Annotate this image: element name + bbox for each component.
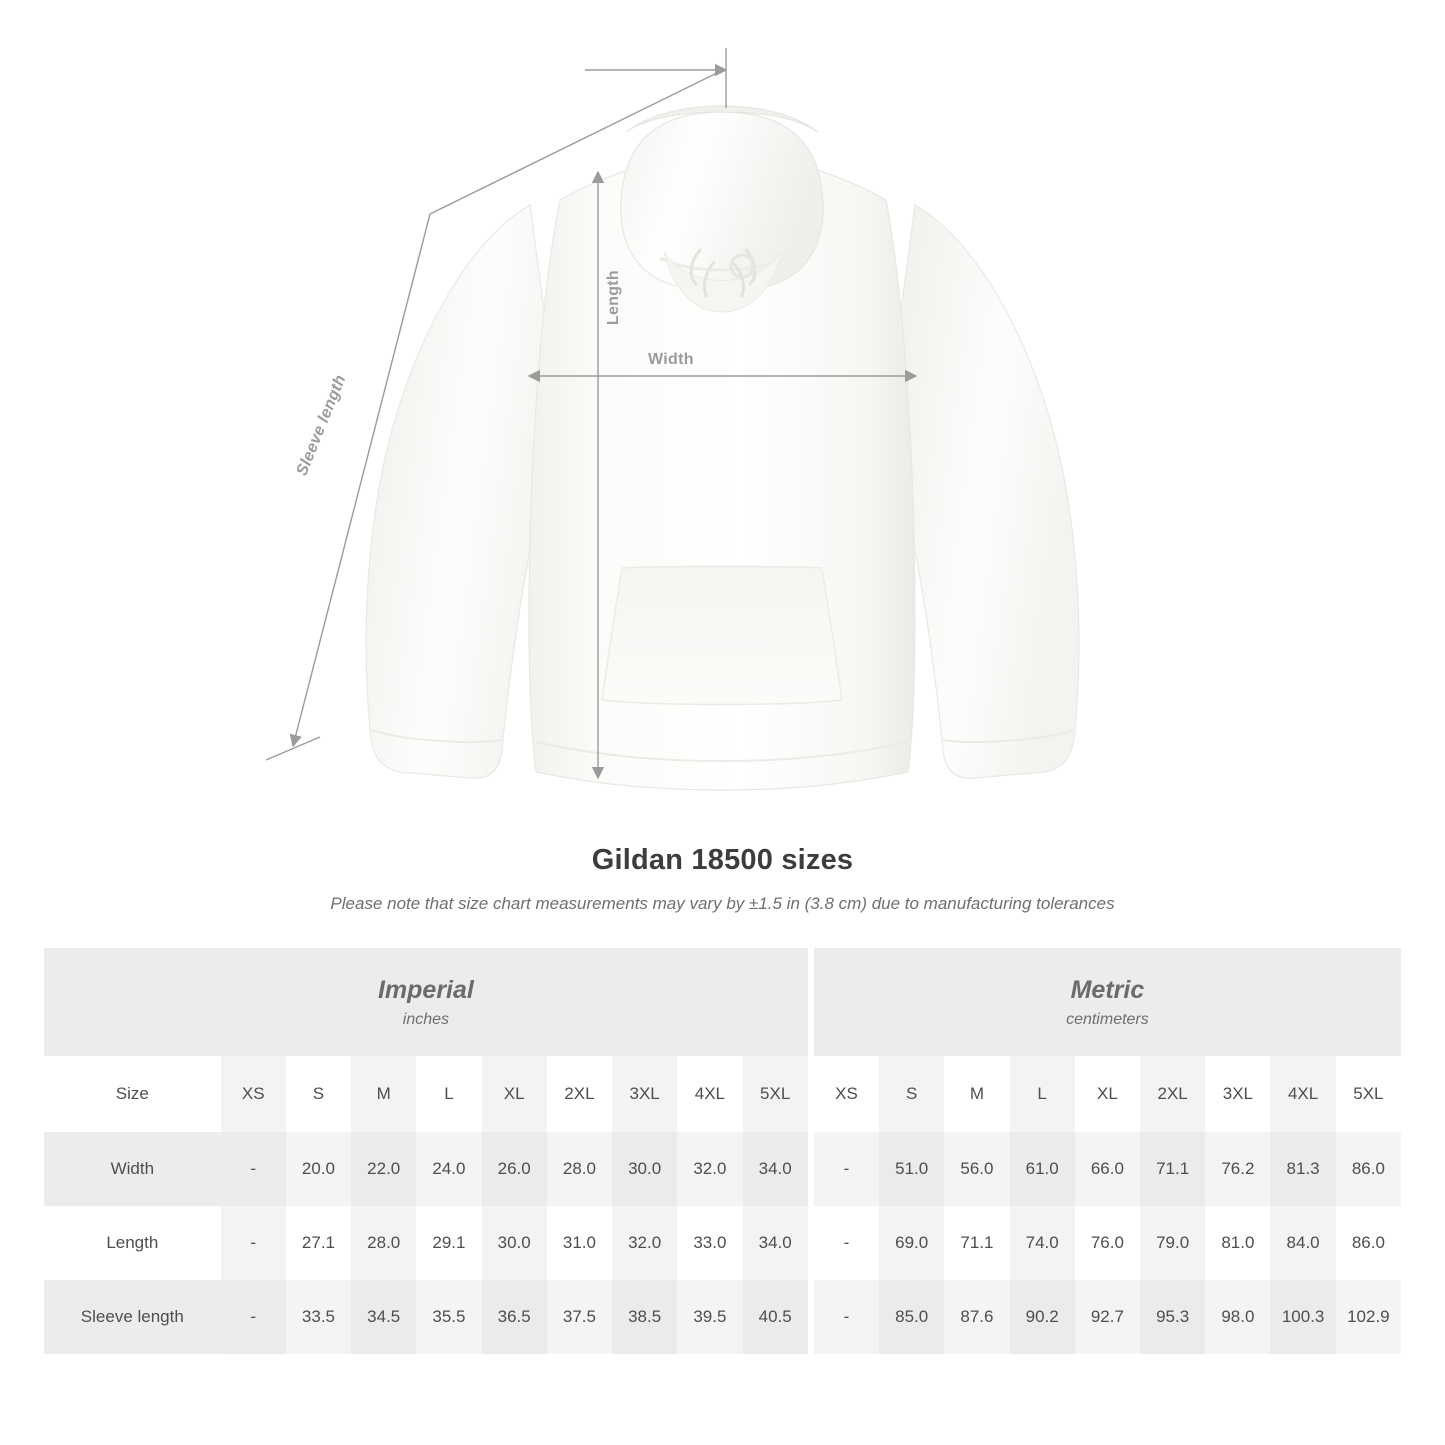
width-met-s: 51.0 — [879, 1132, 944, 1206]
size-table-wrapper — [44, 948, 1401, 1354]
length-met-4xl: 84.0 — [1270, 1206, 1335, 1280]
sleeve-imp-s: 33.5 — [286, 1280, 351, 1354]
size-header-met-xs: XS — [814, 1056, 879, 1132]
width-imp-xs: - — [221, 1132, 286, 1206]
row-label-sleeve-length: Sleeve length — [44, 1280, 221, 1354]
sleeve-met-2xl: 95.3 — [1140, 1280, 1205, 1354]
row-label-length: Length — [44, 1206, 221, 1280]
tolerance-note: Please note that size chart measurements may vary by ±1.5 in (3.8 cm) due to manufacturing tolerances — [330, 894, 1115, 913]
size-header-imp-m: M — [351, 1056, 416, 1132]
size-header-imp-l: L — [416, 1056, 481, 1132]
sleeve-met-s: 85.0 — [879, 1280, 944, 1354]
sleeve-met-5xl: 102.9 — [1336, 1280, 1401, 1354]
metric-unit-cell — [814, 948, 1401, 1056]
length-imp-xs: - — [221, 1206, 286, 1280]
imperial-unit-cell — [44, 948, 808, 1056]
width-imp-xl: 26.0 — [482, 1132, 547, 1206]
width-imp-4xl: 32.0 — [677, 1132, 742, 1206]
length-imp-3xl: 32.0 — [612, 1206, 677, 1280]
hoodie-shape — [366, 106, 1079, 790]
length-imp-4xl: 33.0 — [677, 1206, 742, 1280]
width-met-l: 61.0 — [1010, 1132, 1075, 1206]
size-header-met-2xl: 2XL — [1140, 1056, 1205, 1132]
sleeve-met-l: 90.2 — [1010, 1280, 1075, 1354]
length-imp-l: 29.1 — [416, 1206, 481, 1280]
width-met-2xl: 71.1 — [1140, 1132, 1205, 1206]
imperial-unit-name: Imperial — [377, 976, 474, 1005]
sleeve-imp-5xl: 40.5 — [743, 1280, 808, 1354]
width-met-5xl: 86.0 — [1336, 1132, 1401, 1206]
title-block — [0, 844, 1445, 914]
width-imp-5xl: 34.0 — [743, 1132, 808, 1206]
sleeve-met-3xl: 98.0 — [1205, 1280, 1270, 1354]
size-header-met-3xl: 3XL — [1205, 1056, 1270, 1132]
size-header-imp-3xl: 3XL — [612, 1056, 677, 1132]
imperial-unit-sub: inches — [402, 1010, 450, 1028]
length-met-3xl: 81.0 — [1205, 1206, 1270, 1280]
size-header-imp-2xl: 2XL — [547, 1056, 612, 1132]
sleeve-imp-4xl: 39.5 — [677, 1280, 742, 1354]
length-met-l: 74.0 — [1010, 1206, 1075, 1280]
sleeve-imp-m: 34.5 — [351, 1280, 416, 1354]
sleeve-met-xl: 92.7 — [1075, 1280, 1140, 1354]
sleeve-met-xs: - — [814, 1280, 879, 1354]
width-met-3xl: 76.2 — [1205, 1132, 1270, 1206]
metric-unit-sub: centimeters — [1066, 1010, 1149, 1028]
length-imp-m: 28.0 — [351, 1206, 416, 1280]
size-header-imp-5xl: 5XL — [743, 1056, 808, 1132]
sleeve-imp-xl: 36.5 — [482, 1280, 547, 1354]
length-imp-xl: 30.0 — [482, 1206, 547, 1280]
size-header-imp-4xl: 4XL — [677, 1056, 742, 1132]
length-imp-5xl: 34.0 — [743, 1206, 808, 1280]
sleeve-met-4xl: 100.3 — [1270, 1280, 1335, 1354]
sleeve-imp-xs: - — [221, 1280, 286, 1354]
size-header-met-4xl: 4XL — [1270, 1056, 1335, 1132]
row-label-width: Width — [44, 1132, 221, 1206]
sleeve-imp-3xl: 38.5 — [612, 1280, 677, 1354]
width-imp-3xl: 30.0 — [612, 1132, 677, 1206]
size-header-imp-s: S — [286, 1056, 351, 1132]
sleeve-imp-l: 35.5 — [416, 1280, 481, 1354]
size-header-met-l: L — [1010, 1056, 1075, 1132]
sleeve-imp-2xl: 37.5 — [547, 1280, 612, 1354]
length-imp-2xl: 31.0 — [547, 1206, 612, 1280]
width-label: Width — [648, 351, 694, 368]
size-header-label: Size — [44, 1056, 221, 1132]
length-imp-s: 27.1 — [286, 1206, 351, 1280]
length-met-xl: 76.0 — [1075, 1206, 1140, 1280]
width-met-m: 56.0 — [944, 1132, 1009, 1206]
metric-unit-name: Metric — [1070, 976, 1145, 1005]
sleeve-length-label: Sleeve length — [293, 372, 350, 479]
size-header-met-m: M — [944, 1056, 1009, 1132]
width-imp-l: 24.0 — [416, 1132, 481, 1206]
length-met-xs: - — [814, 1206, 879, 1280]
length-label: Length — [605, 270, 622, 326]
width-met-4xl: 81.3 — [1270, 1132, 1335, 1206]
length-met-2xl: 79.0 — [1140, 1206, 1205, 1280]
page-title: Gildan 18500 sizes — [591, 844, 854, 876]
size-header-imp-xs: XS — [221, 1056, 286, 1132]
table-row — [44, 1280, 1401, 1354]
size-header-met-5xl: 5XL — [1336, 1056, 1401, 1132]
width-imp-m: 22.0 — [351, 1132, 416, 1206]
table-row — [44, 1132, 1401, 1206]
width-met-xs: - — [814, 1132, 879, 1206]
size-table — [44, 948, 1401, 1354]
length-met-5xl: 86.0 — [1336, 1206, 1401, 1280]
size-header-met-s: S — [879, 1056, 944, 1132]
width-met-xl: 66.0 — [1075, 1132, 1140, 1206]
size-header-met-xl: XL — [1075, 1056, 1140, 1132]
width-imp-s: 20.0 — [286, 1132, 351, 1206]
size-header-row — [44, 1056, 1401, 1132]
size-header-imp-xl: XL — [482, 1056, 547, 1132]
length-met-s: 69.0 — [879, 1206, 944, 1280]
length-met-m: 71.1 — [944, 1206, 1009, 1280]
sleeve-met-m: 87.6 — [944, 1280, 1009, 1354]
table-row — [44, 1206, 1401, 1280]
width-imp-2xl: 28.0 — [547, 1132, 612, 1206]
unit-header-row — [44, 948, 1401, 1056]
